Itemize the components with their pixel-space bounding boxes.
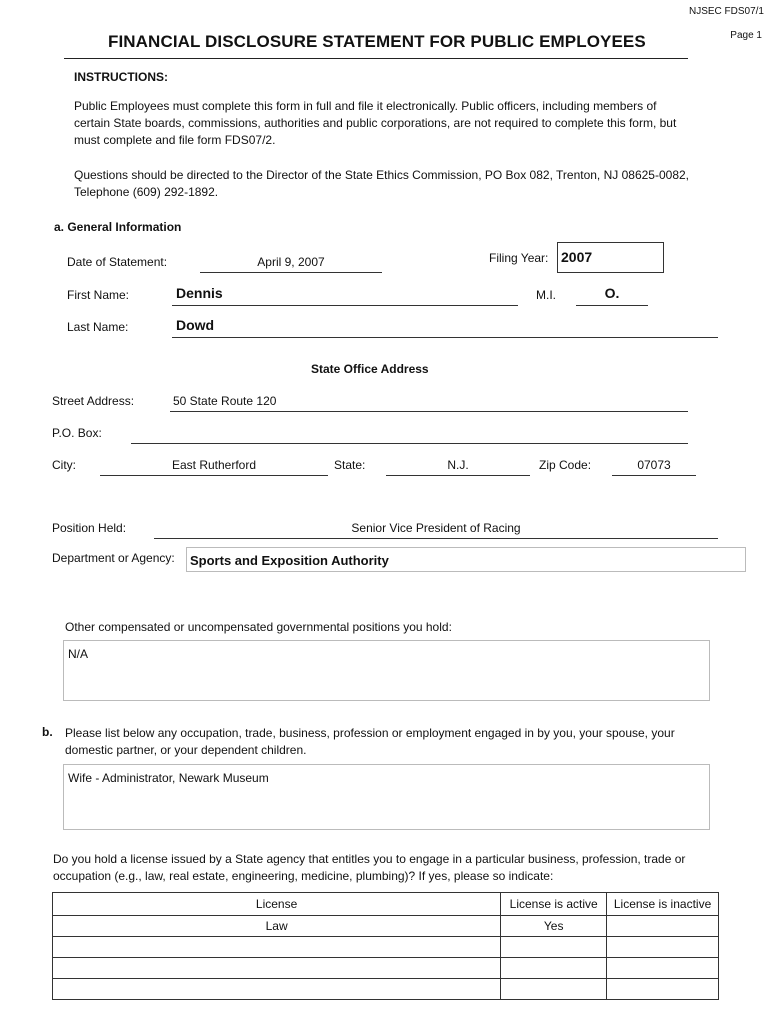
license-cell[interactable] (53, 979, 501, 1000)
instructions-paragraph-1: Public Employees must complete this form in full and file it electronically. Public officers, including members of certain State boards, commissions, authorities and public corporations, are not required to complete this form, but must complete and file form FDS07/2. (74, 99, 677, 147)
license-cell[interactable] (53, 937, 501, 958)
last-name-label: Last Name: (67, 320, 129, 334)
mi-underline (576, 305, 648, 306)
last-name-underline (172, 337, 718, 338)
city-underline (100, 475, 328, 476)
inactive-cell[interactable] (607, 937, 719, 958)
other-positions-field[interactable]: N/A (63, 640, 710, 701)
general-info-heading: a. General Information (54, 220, 182, 234)
active-cell[interactable] (501, 958, 607, 979)
inactive-cell[interactable] (607, 958, 719, 979)
first-name-field[interactable]: Dennis (176, 285, 223, 301)
position-label: Position Held: (52, 521, 127, 535)
active-cell[interactable]: Yes (501, 916, 607, 937)
form-code: NJSEC FDS07/1 (688, 6, 764, 17)
instructions-heading: INSTRUCTIONS: (74, 70, 168, 84)
first-name-label: First Name: (67, 288, 130, 302)
po-box-label: P.O. Box: (52, 426, 102, 440)
license-cell[interactable] (53, 958, 501, 979)
city-field[interactable]: East Rutherford (171, 458, 257, 472)
street-label: Street Address: (52, 394, 135, 408)
active-cell[interactable] (501, 979, 607, 1000)
inactive-column-header: License is inactive (607, 893, 719, 916)
filing-year-label: Filing Year: (489, 251, 549, 265)
date-field[interactable]: April 9, 2007 (257, 255, 325, 269)
license-table (52, 892, 719, 1000)
filing-year-value: 2007 (561, 249, 593, 265)
street-underline (170, 411, 688, 412)
active-column-header: License is active (501, 893, 607, 916)
filing-year-field[interactable] (557, 242, 664, 273)
department-value: Sports and Exposition Authority (190, 553, 389, 568)
instructions-paragraph-2: Questions should be directed to the Director of the State Ethics Commission, PO Box 082, Trenton, NJ 08625-0082, Telephone (609) 292-1892. (74, 168, 689, 199)
occupation-field[interactable]: Wife - Administrator, Newark Museum (63, 764, 710, 830)
title-divider (64, 58, 688, 59)
inactive-cell[interactable] (607, 916, 719, 937)
table-row (53, 916, 719, 937)
license-prompt: Do you hold a license issued by a State agency that entitles you to engage in a particular business, profession, trade or occupation (e.g., law, real estate, engineering, medicine, plumbing)? If yes, please so indicate: (53, 852, 686, 883)
table-row (53, 958, 719, 979)
department-field[interactable] (186, 547, 746, 572)
section-b-letter: b. (42, 725, 53, 739)
zip-underline (612, 475, 696, 476)
address-heading: State Office Address (311, 362, 429, 376)
state-label: State: (334, 458, 366, 472)
zip-label: Zip Code: (539, 458, 592, 472)
page-number: Page 1 (730, 30, 762, 41)
state-field[interactable]: N.J. (447, 458, 469, 472)
first-name-underline (172, 305, 518, 306)
inactive-cell[interactable] (607, 979, 719, 1000)
mi-field[interactable]: O. (604, 285, 620, 301)
position-field[interactable]: Senior Vice President of Racing (351, 521, 521, 535)
street-field[interactable]: 50 State Route 120 (173, 394, 277, 408)
department-label: Department or Agency: (52, 551, 175, 565)
other-positions-label: Other compensated or uncompensated governmental positions you hold: (65, 620, 452, 634)
table-row (53, 937, 719, 958)
city-label: City: (52, 458, 76, 472)
page-title: FINANCIAL DISCLOSURE STATEMENT FOR PUBLIC EMPLOYEES (108, 32, 646, 51)
section-b-prompt: Please list below any occupation, trade, business, profession or employment engaged in by you, your spouse, your domestic partner, or your dependent children. (65, 726, 675, 757)
date-underline (200, 272, 382, 273)
last-name-field[interactable]: Dowd (176, 317, 215, 333)
zip-field[interactable]: 07073 (637, 458, 671, 472)
license-cell[interactable]: Law (53, 916, 501, 937)
table-row (53, 979, 719, 1000)
position-underline (154, 538, 718, 539)
license-column-header: License (53, 893, 501, 916)
mi-label: M.I. (536, 288, 556, 302)
po-box-underline (131, 443, 688, 444)
active-cell[interactable] (501, 937, 607, 958)
license-table-header (53, 893, 719, 916)
state-underline (386, 475, 530, 476)
date-label: Date of Statement: (67, 255, 168, 269)
